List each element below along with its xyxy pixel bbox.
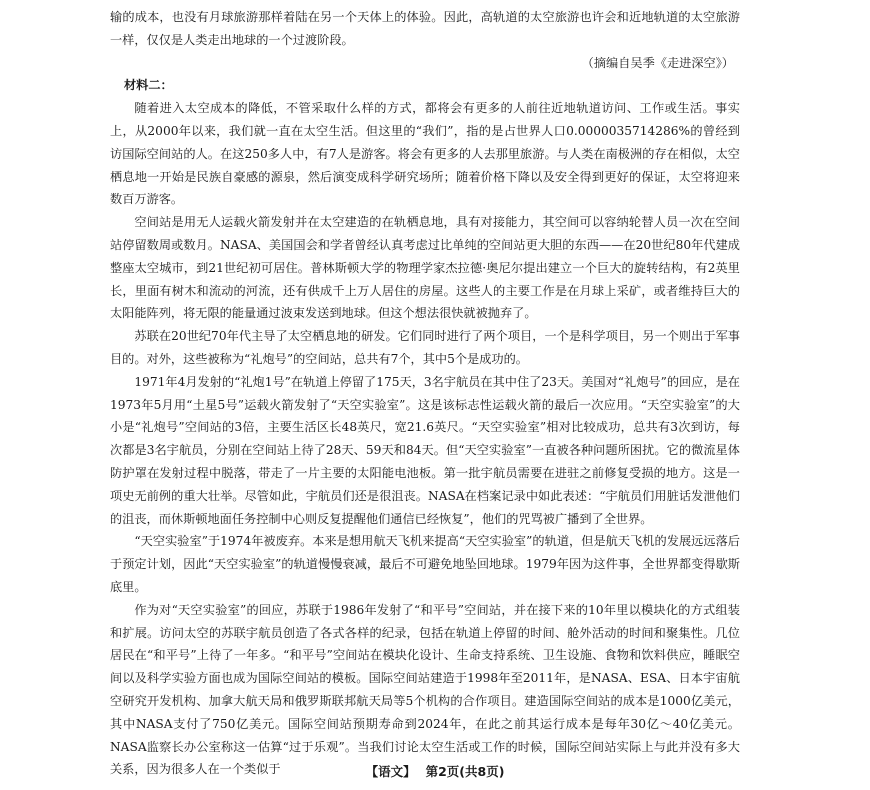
paragraph-4: 1971年4月发射的“礼炮1号”在轨道上停留了175天，3名宇航员在其中住了23天。美国对“礼炮号”的回应，是在1973年5月用“土星5号”运载火箭发射了“天空实验室”。这是该标志性运载火箭的最后一次应用。“天空实验室”的大小是“礼炮号”空间站的3倍，主要生活区长48英尺，宽21.6英尺。“天空实验室”相对比较成功，总共有3次到访，每次都是3名宇航员，分别在空间站上待了28天、59天和84天。但“天空实验室”一直被各种问题所困扰。它的微流星体防护罩在发射过程中脱落，带走了一片主要的太阳能电池板。第一批宇航员需要在进驻之前修复受损的地方。这是一项史无前例的重大壮举。尽管如此，宇航员们还是很沮丧。NASA在档案记录中如此表述：“宇航员们用脏话发泄他们的沮丧，而休斯顿地面任务控制中心则反复提醒他们通信已经恢复”，他们的咒骂被广播到了全世界。 <box>110 374 740 526</box>
exam-page <box>110 6 740 781</box>
footer-page-info: 第2页(共8页) <box>425 764 505 779</box>
paragraph-6: 作为对“天空实验室”的回应，苏联于1986年发射了“和平号”空间站，并在接下来的10年里以模块化的方式组装和扩展。访问太空的苏联宇航员创造了各式各样的纪录，包括在轨道上停留的时间、舱外活动的时间和聚集性。几位居民在“和平号”上待了一年多。“和平号”空间站在模块化设计、生命支持系统、卫生设施、食物和饮料供应，睡眠空间以及科学实验方面也成为国际空间站的模板。国际空间站建造于1998年至2011年，是NASA、ESA、日本宇宙航空研究开发机构、加拿大航天局和俄罗斯联邦航天局等5个机构的合作项目。建造国际空间站的成本是1000亿美元，其中NASA支付了750亿美元。国际空间站预期寿命到2024年，在此之前其运行成本是每年30亿～40亿美元。NASA监察长办公室称这一估算“过于乐观”。当我们讨论太空生活或工作的时候，国际空间站实际上与此并没有多大关系，因为很多人在一个类似于 <box>110 602 740 777</box>
section-title: 材料二： <box>124 78 173 93</box>
paragraph-3: 苏联在20世纪70年代主导了太空栖息地的研发。它们同时进行了两个项目，一个是科学项目，另一个则出于军事目的。对外，这些被称为“礼炮号”的空间站，总共有7个，其中5个是成功的。 <box>110 329 740 366</box>
footer-close-bracket: 】 <box>403 764 416 779</box>
intro-tail-paragraph: 输的成本，也没有月球旅游那样着陆在另一个天体上的体验。因此，高轨道的太空旅游也许会和近地轨道的太空旅游一样，仅仅是人类走出地球的一个过渡阶段。 <box>110 10 740 47</box>
footer-open-bracket: 【 <box>365 764 379 779</box>
paragraph-1: 随着进入太空成本的降低，不管采取什么样的方式，都将会有更多的人前往近地轨道访问、工作或生活。事实上，从2000年以来，我们就一直在太空生活。但这里的“我们”，指的是占世界人口0.0000035714286%的曾经到访国际空间站的人。在这250多人中，有7人是游客。将会有更多的人去那里旅游。与人类在南极洲的存在相似，太空栖息地一开始是民族自豪感的源泉，然后演变成科学研究场所；随着价格下降以及安全得到更好的保证，太空将迎来数百万游客。 <box>110 101 740 207</box>
paragraph-5: “天空实验室”于1974年被废弃。本来是想用航天飞机来提高“天空实验室”的轨道，但是航天飞机的发展远远落后于预定计划，因此“天空实验室”的轨道慢慢衰减，最后不可避免地坠回地球。1979年因为这件事，全世界都变得歇斯底里。 <box>110 534 740 594</box>
source-citation: （摘编自吴季《走进深空》） <box>581 55 734 70</box>
footer-subject: 语文 <box>378 764 404 779</box>
paragraph-2: 空间站是用无人运载火箭发射并在太空建造的在轨栖息地，具有对接能力，其空间可以容纳轮替人员一次在空间站停留数周或数月。NASA、美国国会和学者曾经认真考虑过比单纯的空间站更大胆的东西——在20世纪80年代建成整座太空城市，到21世纪初可居住。普林斯顿大学的物理学家杰拉德·奥尼尔提出建立一个巨大的旋转结构，有2英里长，里面有树木和流动的河流，还有供成千上万人居住的房屋。这些人的主要工作是在月球上采矿，或者维持巨大的太阳能阵列，将无限的能量通过波束发送到地球。但这个想法很快就被抛弃了。 <box>110 215 740 321</box>
page-footer <box>0 762 870 780</box>
